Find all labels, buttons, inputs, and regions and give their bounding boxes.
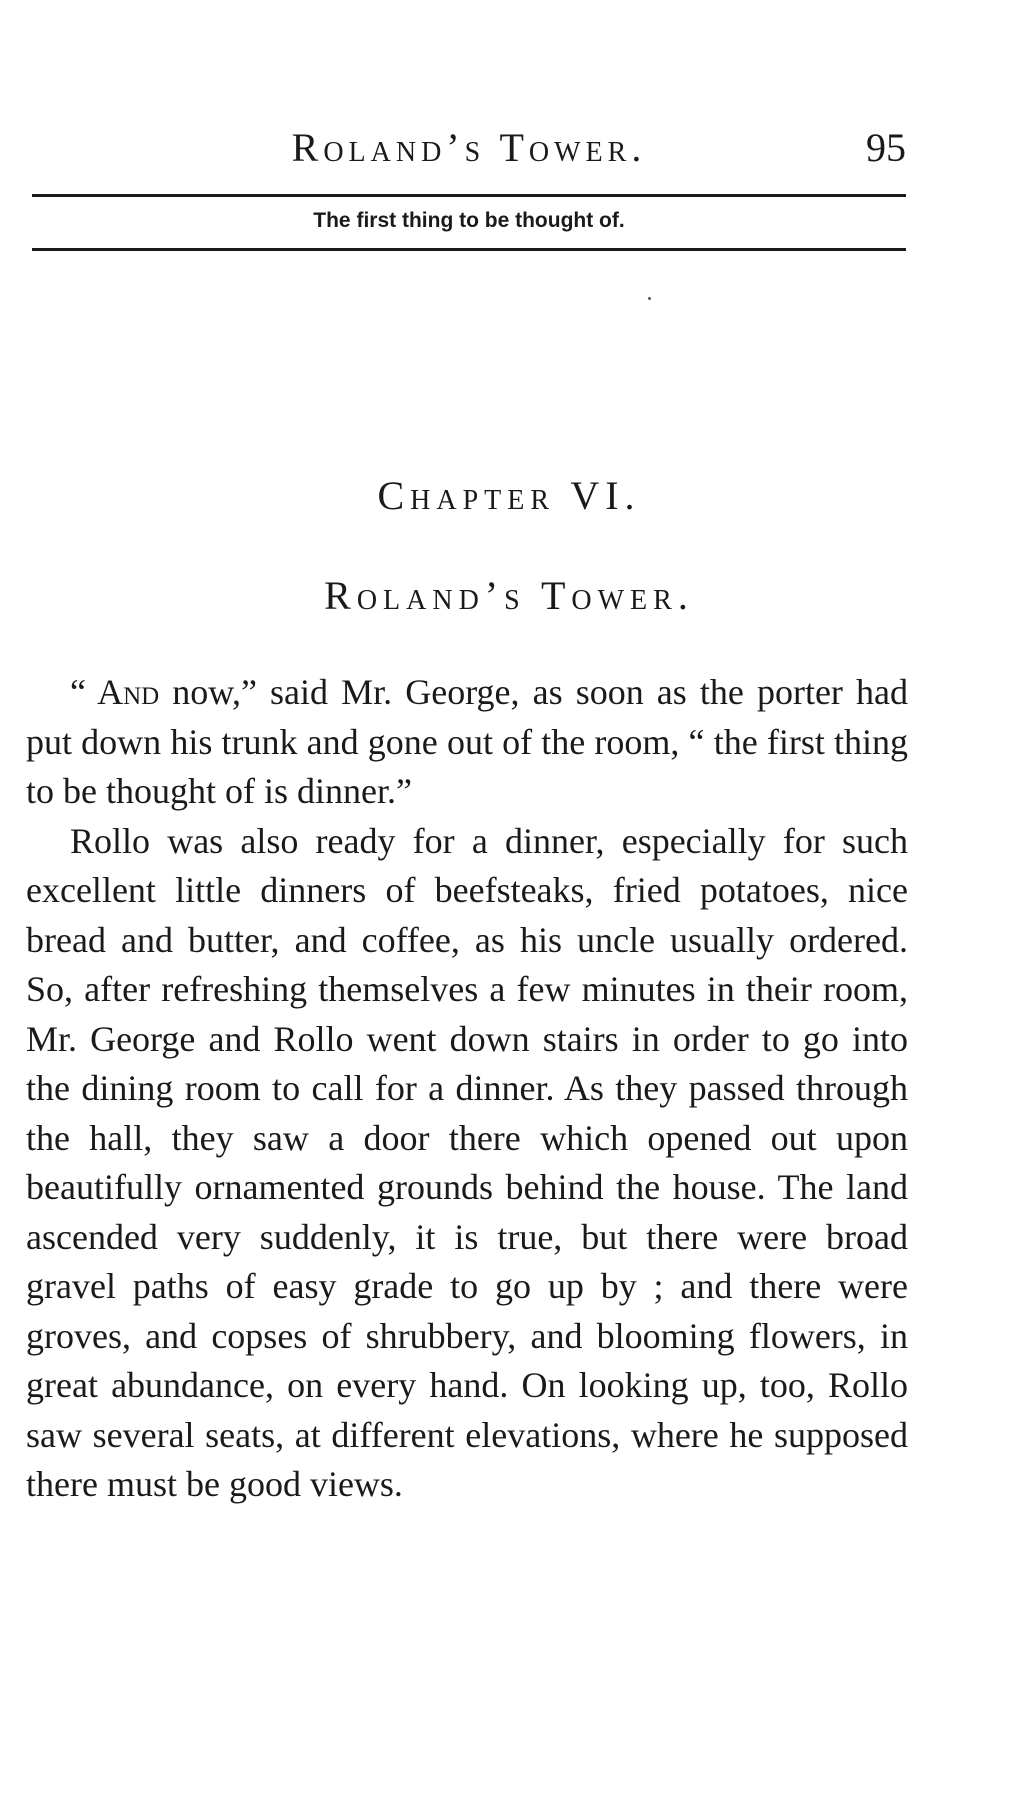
body-text — [26, 668, 908, 1510]
paragraph-2-text: Rollo was also ready for a dinner, especially for such excellent little dinners of beefsteaks, fried potatoes, nice bread and butter, and coffee, as his uncle usually ordered. So, after refreshing themselves a few minutes in their room, Mr. George and Rollo went down stairs in order to go into the dining room to call for a dinner. As they passed through the hall, they saw a door there which opened out upon beautifully ornamented grounds behind the house. The land ascended very suddenly, it is true, but there were broad gravel paths of easy grade to go up by ; and there were groves, and copses of shrubbery, and blooming flowers, in great abundance, on every hand. On looking up, too, Rollo saw several seats, at different elevations, where he supposed there must be good views. — [26, 820, 908, 1504]
ink-speck — [648, 297, 651, 300]
running-head — [32, 118, 906, 178]
running-title: Roland’s Tower. — [291, 125, 647, 170]
page-number: 95 — [866, 125, 906, 170]
paragraph-2 — [26, 817, 908, 1510]
paragraph-1 — [26, 668, 908, 817]
paragraph-1-lead: “ And — [70, 672, 160, 712]
chapter-title: Roland’s Tower. — [324, 573, 694, 618]
running-subhead: The first thing to be thought of. — [313, 209, 625, 232]
paragraph-1-text: now,” said Mr. George, as soon as the porter had put down his trunk and gone out of the room, “ the first thing to be thought of is dinner.” — [26, 672, 908, 811]
header-rule-bottom — [32, 248, 906, 251]
chapter-number: Chapter VI. — [377, 473, 641, 518]
header-rule-top — [32, 194, 906, 197]
